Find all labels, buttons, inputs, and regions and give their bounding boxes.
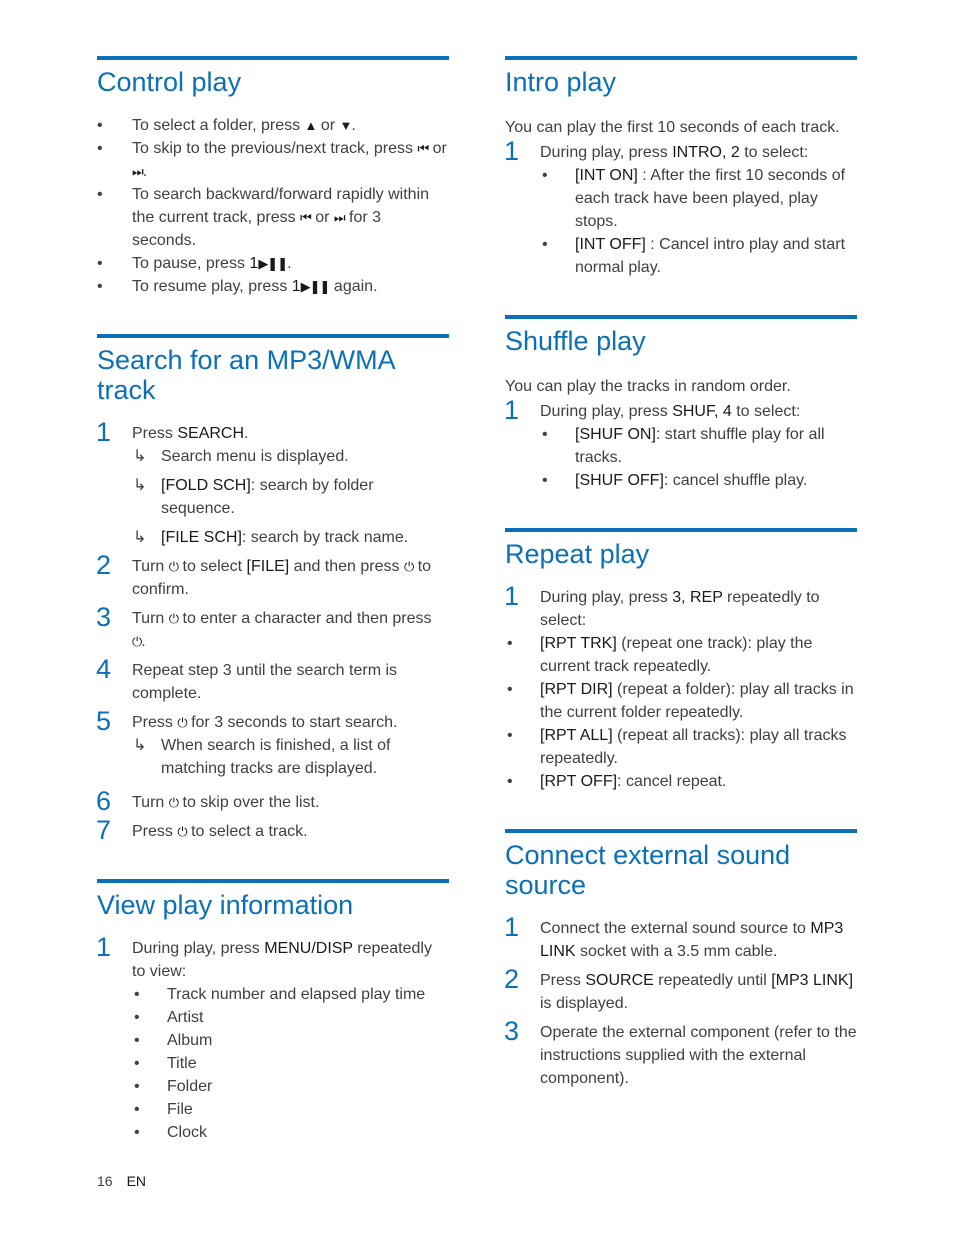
previous-track-icon: ⏮ [300,210,311,225]
bullet-list [97,114,449,298]
result-item: ↳ [FILE SCH]: search by track name. [132,526,449,549]
step-list [504,912,857,1090]
step-number: 3 [96,602,112,632]
section-intro: You can play the tracks in random order. [505,378,791,395]
option-item: • [SHUF OFF]: cancel shuffle play. [540,469,857,492]
page-footer [97,1170,146,1193]
option-item: • [RPT OFF]: cancel repeat. [505,770,857,793]
list-item: • To select a folder, press ▲ or ▼. [97,114,449,137]
list-item: • To pause, press 1▶❚❚. [97,252,449,275]
section-search-track [97,334,449,843]
left-column [97,56,449,1180]
step-number: 6 [96,786,112,816]
step-list [504,581,857,632]
section-control-play [97,56,449,298]
step-item: 5 Press ⏻ for 3 seconds to start search. ↳ When search is finished, a list of matching tracks are displayed. [97,711,449,780]
step-item: 1 Connect the external sound source to MP3 LINK socket with a 3.5 mm cable. [504,912,844,960]
step-number: 4 [96,654,112,684]
section-view-play-info [97,879,449,1144]
play-pause-icon: ▶❚❚ [258,256,288,271]
section-external-source [505,829,857,1090]
list-item: • File [132,1098,449,1121]
list-item: • Track number and elapsed play time [132,983,449,1006]
step-number: 3 [504,1016,520,1046]
section-title: Control play [97,67,242,97]
result-list [132,734,449,780]
list-item: • To skip to the previous/next track, press ⏮ or ⏭. [97,137,449,183]
page-number: 16 [97,1173,113,1189]
list-item: • Folder [132,1075,449,1098]
list-item: • To search backward/forward rapidly within the current track, press ⏮ or ⏭ for 3 seconds. [97,183,449,252]
right-column [505,56,857,1126]
step-item: 1 During play, press SHUF, 4 to select: • [SHUF ON]: start shuffle play for all tracks. • [SHUF OFF]: cancel shuffle play. [505,400,857,492]
step-number: 7 [96,815,112,845]
section-repeat-play [505,528,857,793]
step-list [504,395,857,492]
step-number: 1 [504,136,520,166]
step-number: 1 [504,395,520,425]
next-track-icon: ⏭ [132,164,143,179]
up-arrow-icon: ▲ [304,118,317,133]
section-title: Intro play [505,67,617,97]
section-title: Shuffle play [505,326,646,356]
option-item: • [RPT ALL] (repeat all tracks): play all tracks repeatedly. [505,724,857,770]
option-item: • [SHUF ON]: start shuffle play for all tracks. [540,423,857,469]
option-item: • [INT ON] : After the first 10 seconds of each track have been played, play stops. [540,164,857,233]
section-intro: You can play the first 10 seconds of each track. [505,119,840,136]
result-item: ↳ When search is finished, a list of matching tracks are displayed. [132,734,449,780]
list-item: • Artist [132,1006,449,1029]
option-item: • [RPT DIR] (repeat a folder): play all tracks in the current folder repeatedly. [505,678,857,724]
result-list [132,445,449,549]
section-title: Repeat play [505,539,650,569]
play-pause-icon: ▶❚❚ [300,279,330,294]
section-intro-play [505,56,857,279]
step-item: 1 Press SEARCH. ↳ Search menu is displayed. ↳ [FOLD SCH]: search by folder sequence. ↳ [FILE SCH]: search by track name. [97,422,449,549]
option-list [540,164,857,279]
dial-icon: ⏻ [177,824,187,839]
info-item-list [132,983,449,1144]
step-number: 1 [96,417,112,447]
dial-icon: ⏻ [403,559,414,574]
step-number: 1 [504,912,520,942]
step-number: 2 [96,550,112,580]
result-item: ↳ Search menu is displayed. [132,445,449,468]
step-item: 2 Turn ⏻ to select [FILE] and then press ⏻ to confirm. [96,550,432,598]
step-number: 1 [96,932,112,962]
step-item: 3 Operate the external component (refer to the instructions supplied with the external component). [504,1016,857,1087]
list-item: • To resume play, press 1▶❚❚ again. [97,275,449,298]
list-item: • Album [132,1029,449,1052]
previous-track-icon: ⏮ [417,141,429,156]
result-item: ↳ [FOLD SCH]: search by folder sequence. [132,474,449,520]
step-item: 6 Turn ⏻ to skip over the list. [96,786,320,816]
step-item: 2 Press SOURCE repeatedly until [MP3 LINK] is displayed. [504,964,854,1012]
option-item: • [RPT TRK] (repeat one track): play the current track repeatedly. [505,632,857,678]
step-list [504,136,857,279]
section-title: Connect external sound source [505,840,791,900]
next-track-icon: ⏭ [333,210,345,225]
step-item: 4 Repeat step 3 until the search term is complete. [96,654,398,702]
option-list [540,423,857,492]
step-item: 7 Press ⏻ to select a track. [96,815,308,845]
dial-icon: ⏻ [132,634,142,649]
step-item: 1 During play, press MENU/DISP repeatedly to view: • Track number and elapsed play time • Artist • Album • Title • Folder • File • Clock [97,937,449,1144]
step-number: 1 [504,581,520,611]
section-shuffle-play [505,315,857,492]
dial-icon: ⏻ [177,715,187,730]
dial-icon: ⏻ [168,559,179,574]
step-item: 1 During play, press INTRO, 2 to select: • [INT ON] : After the first 10 seconds of each track have been played, play stops. • [INT OFF] : Cancel intro play and start normal play. [505,141,857,279]
option-list [505,632,857,793]
down-arrow-icon: ▼ [339,118,352,133]
section-title: View play information [97,890,354,920]
step-item: 1 During play, press 3, REP repeatedly to select: [504,581,820,629]
step-list [96,417,449,845]
option-item: • [INT OFF] : Cancel intro play and start normal play. [540,233,857,279]
step-number: 5 [96,706,112,736]
list-item: • Clock [132,1121,449,1144]
step-number: 2 [504,964,520,994]
step-item: 3 Turn ⏻ to enter a character and then press ⏻. [96,602,432,650]
language-code: EN [126,1173,147,1189]
dial-icon: ⏻ [168,795,179,810]
section-title: Search for an MP3/WMA track [97,345,395,405]
step-list [96,932,449,1144]
list-item: • Title [132,1052,449,1075]
dial-icon: ⏻ [168,611,179,626]
